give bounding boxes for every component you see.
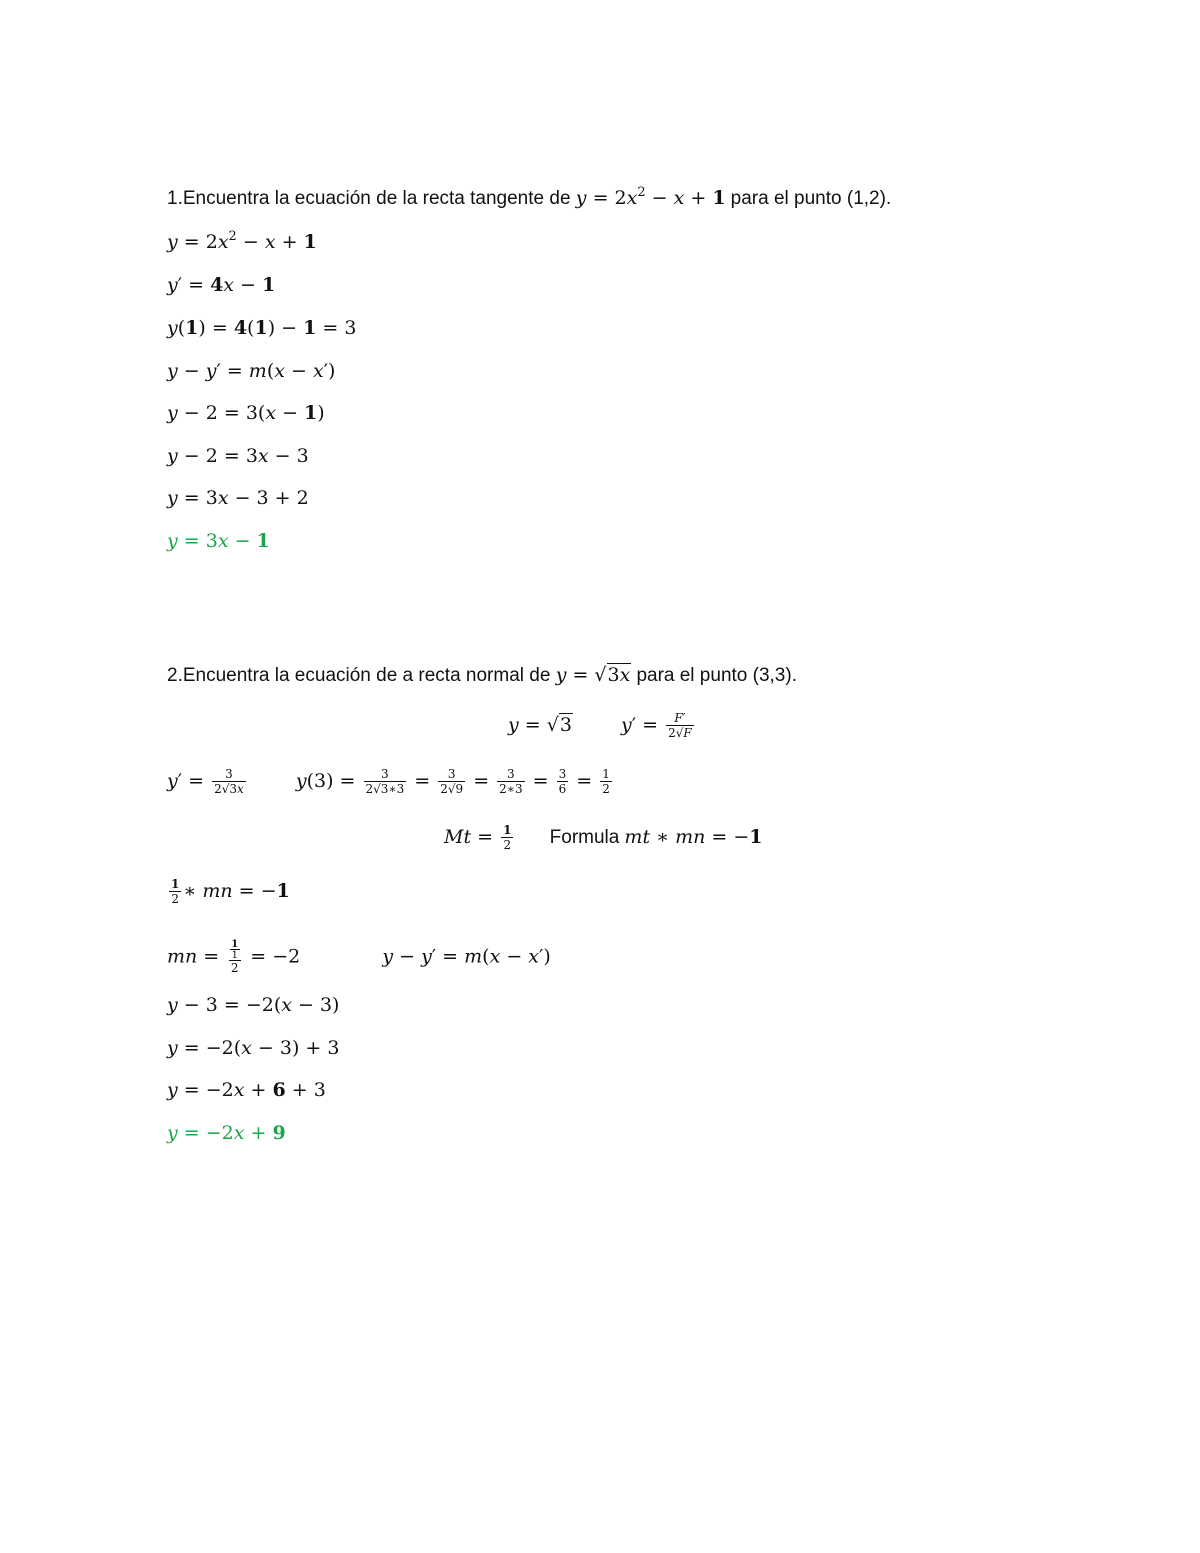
problem2-title-suffix: para el punto (3,3). — [636, 665, 797, 686]
problem2-line-4: $\frac{1}{2}$ ∗ mn = −1 — [171, 877, 290, 906]
problem1-step-6: y − 2 = 3x − 3 — [167, 445, 309, 467]
problem1-step-3: y(1) = 4(1) − 1 = 3 — [167, 317, 357, 339]
problem1-title-prefix: 1.Encuentra la ecuación de la recta tangente de — [167, 188, 576, 209]
problem2-line-3: Mt = $\frac{1}{2}$ Formula mt ∗ mn = −1 — [444, 823, 763, 852]
problem2-step-3: y = −2x + 6 + 3 — [167, 1079, 326, 1101]
problem2-line-1: y = √3 y′ = $\frac{F'}{2√F}$ — [508, 711, 692, 740]
problem1-step-2: y′ = 4x − 1 — [167, 274, 276, 296]
problem2-title-expr: y = √3x — [555, 664, 631, 686]
problem1-step-7: y = 3x − 3 + 2 — [167, 487, 309, 509]
problem1-title — [167, 186, 891, 211]
formula-word: Formula — [549, 827, 620, 848]
problem1-title-suffix: para el punto (1,2). — [730, 188, 892, 209]
problem1-step-1: $y = 2x^2 - x + 1$ — [167, 229, 317, 253]
problem2-line-2: y′ = $\frac{3}{2√3x}$ y(3) = $\frac{3}{2√3∗3}$ = $\frac{3}{2√9}$ = $\frac{3}{2∗3}$ = $\frac{3}{6}$ = $\frac{1}{2}$ — [167, 767, 610, 796]
problem1-step-4: y − y′ = m(x − x′) — [167, 360, 336, 382]
problem2-answer: y = −2x + 9 — [167, 1122, 286, 1144]
problem2-step-2: y = −2(x − 3) + 3 — [167, 1037, 340, 1059]
problem2-line-5: mn = $\frac{\frac{1}{1}}{2}$ = −2 y − y′ = m(x − x′) — [167, 939, 551, 975]
problem1-step-5: y − 2 = 3(x − 1) — [167, 402, 325, 424]
problem1-title-expr: $y = 2x^2 - x + 1$ — [575, 185, 726, 209]
problem2-title-prefix: 2.Encuentra la ecuación de a recta normal de — [167, 665, 556, 686]
problem2-step-1: y − 3 = −2(x − 3) — [167, 994, 340, 1016]
problem1-answer: y = 3x − 1 — [167, 530, 270, 552]
problem2-title — [167, 663, 797, 688]
